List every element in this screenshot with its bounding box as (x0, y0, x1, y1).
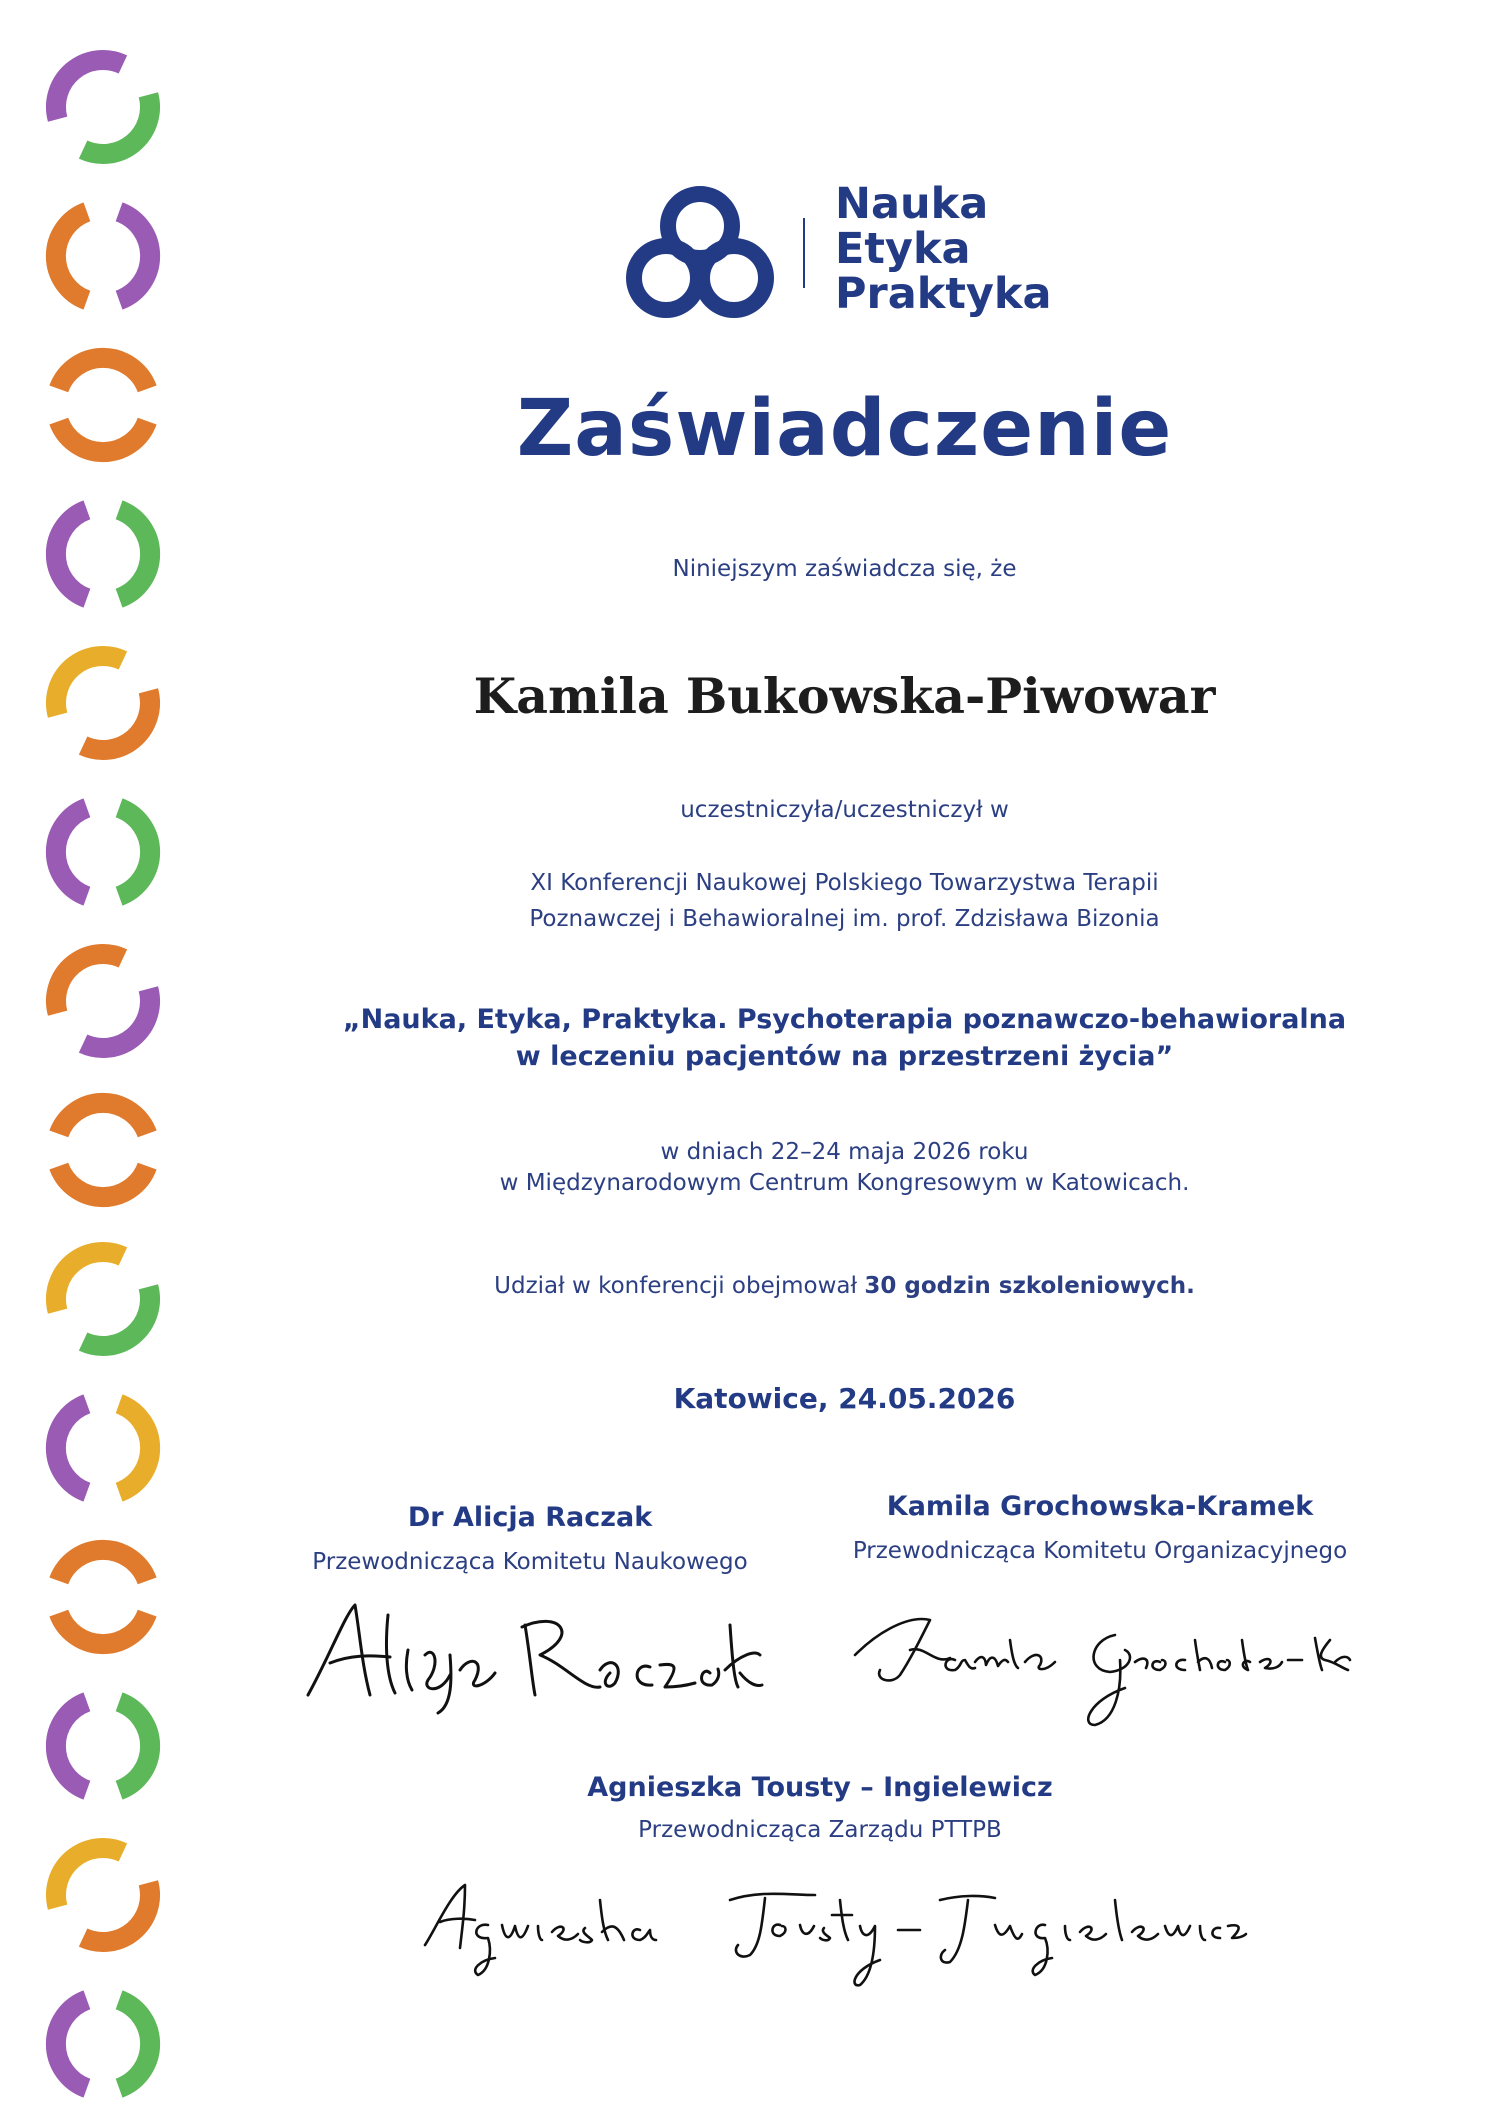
signer-3 (540, 1772, 1100, 1843)
signer-2-name: Kamila Grochowska-Kramek (886, 1491, 1314, 1522)
participated-text: uczestniczyła/uczestniczył w (680, 797, 1009, 823)
border-arc-yellow (56, 1252, 123, 1311)
border-arc-green (119, 808, 150, 896)
hours-prefix: Udział w konferencji obejmował (494, 1273, 865, 1299)
signer-2-role: Przewodnicząca Komitetu Organizacyjnego (852, 1538, 1348, 1564)
border-arc-purple (83, 989, 150, 1048)
logo-line-2: Etyka (835, 224, 971, 274)
certificate-title: Zaświadczenie (516, 384, 1173, 474)
border-arc-orange (83, 1883, 150, 1942)
logo-knot-icon (620, 178, 780, 328)
border-arc-yellow (56, 1848, 123, 1907)
border-arc-purple (56, 1404, 87, 1492)
signer-2 (840, 1491, 1360, 1564)
decorative-arc-border (0, 0, 200, 2105)
border-arc-orange (56, 212, 87, 300)
border-arc-orange (59, 1550, 147, 1581)
border-arc-purple (119, 212, 150, 300)
border-arc-orange (83, 691, 150, 750)
logo-text (835, 179, 1052, 319)
border-arc-green (119, 1702, 150, 1790)
conference-line-2: Poznawczej i Behawioralnej im. prof. Zdzisława Bizonia (529, 906, 1160, 932)
border-arc-orange (59, 1103, 147, 1134)
signer-1-role: Przewodnicząca Komitetu Naukowego (312, 1549, 748, 1575)
border-arc-orange (56, 954, 123, 1013)
border-arc-green (119, 510, 150, 598)
border-arc-purple (56, 60, 123, 119)
signature-2 (850, 1600, 1360, 1730)
logo-divider (803, 218, 805, 288)
signer-3-name: Agnieszka Tousty – Ingielewicz (587, 1772, 1053, 1803)
intro-text: Niniejszym zaświadcza się, że (672, 556, 1017, 582)
topic-line-1: „Nauka, Etyka, Praktyka. Psychoterapia poznawczo-behawioralna (342, 1004, 1347, 1035)
logo-line-3: Praktyka (835, 269, 1052, 319)
signer-1 (300, 1502, 760, 1575)
signer-1-name: Dr Alicja Raczak (407, 1502, 653, 1533)
place-date: Katowice, 24.05.2026 (673, 1382, 1016, 1415)
hours-bold: 30 godzin szkoleniowych. (864, 1273, 1195, 1299)
border-arc-orange (59, 1166, 147, 1197)
signature-1 (300, 1595, 770, 1715)
signer-3-role: Przewodnicząca Zarządu PTTPB (638, 1817, 1002, 1843)
border-arc-green (83, 95, 150, 154)
border-arc-green (83, 1287, 150, 1346)
topic-line-2: w leczeniu pacjentów na przestrzeni życia” (515, 1041, 1174, 1072)
logo (620, 178, 1052, 328)
dates-line-2: w Międzynarodowym Centrum Kongresowym w Katowicach. (499, 1170, 1190, 1196)
border-arc-orange (59, 1613, 147, 1644)
border-arc-purple (56, 1702, 87, 1790)
logo-line-1: Nauka (835, 179, 989, 229)
hours-text (200, 1273, 1489, 1299)
conference-line-1: XI Konferencji Naukowej Polskiego Towarzystwa Terapii (530, 870, 1159, 896)
border-arc-orange (59, 358, 147, 389)
border-arc-yellow (56, 656, 123, 715)
border-arc-purple (56, 808, 87, 896)
border-arc-purple (56, 2000, 87, 2088)
recipient-name: Kamila Bukowska-Piwowar (473, 667, 1216, 725)
border-arc-green (119, 2000, 150, 2088)
border-arc-orange (59, 421, 147, 452)
border-arc-yellow (119, 1404, 150, 1492)
dates-line-1: w dniach 22–24 maja 2026 roku (660, 1139, 1029, 1165)
signature-3 (420, 1870, 1250, 2000)
border-arc-purple (56, 510, 87, 598)
